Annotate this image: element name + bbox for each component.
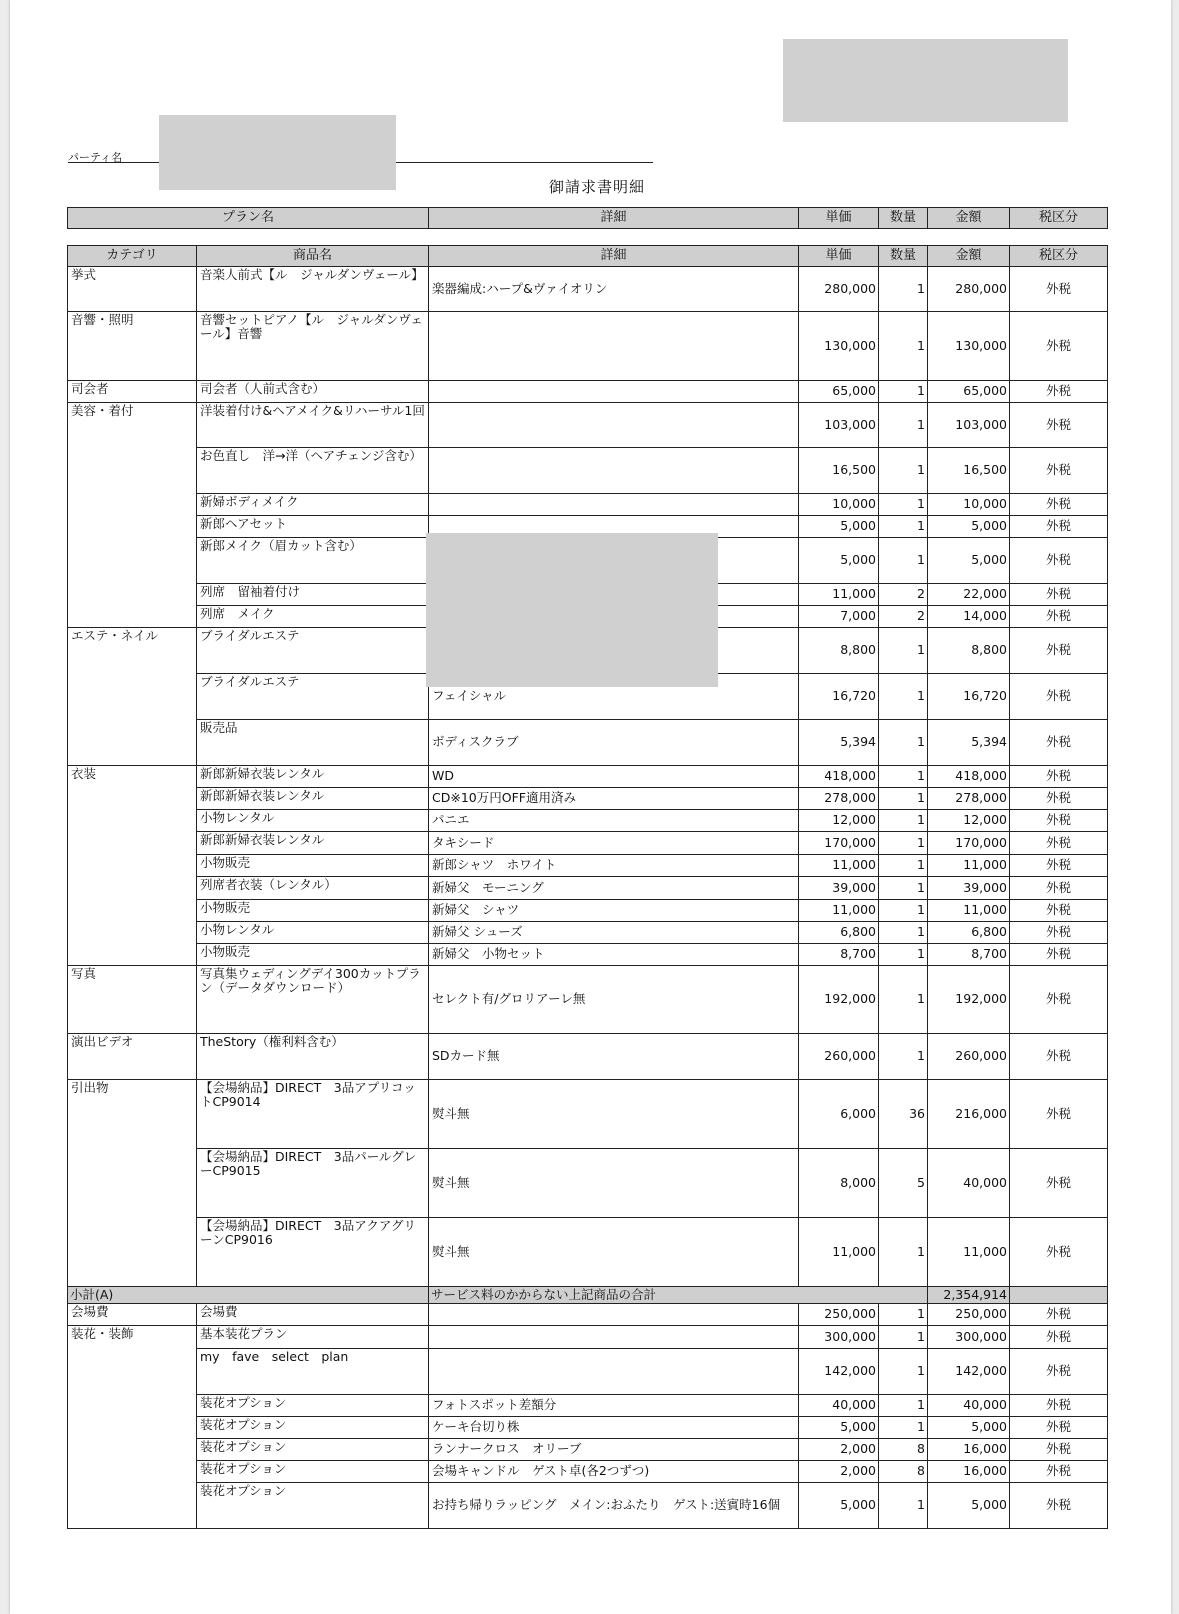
item-price: 5,000: [799, 1483, 879, 1529]
item-qty: 1: [879, 516, 928, 538]
item-tax: 外税: [1010, 584, 1108, 606]
item-amount: 11,000: [928, 900, 1010, 922]
item-amount: 260,000: [928, 1034, 1010, 1080]
item-category: 装花・装飾: [68, 1326, 197, 1349]
item-amount: 22,000: [928, 584, 1010, 606]
item-category: 挙式: [68, 267, 197, 312]
item-amount: 192,000: [928, 966, 1010, 1034]
item-price: 5,394: [799, 720, 879, 766]
item-detail: タキシード: [429, 832, 799, 855]
item-product: 装花オプション: [197, 1461, 429, 1483]
item-detail: [429, 1304, 799, 1326]
item-tax: 外税: [1010, 720, 1108, 766]
item-amount: 5,000: [928, 1417, 1010, 1439]
item-qty: 1: [879, 674, 928, 720]
item-product: 司会者（人前式含む）: [197, 381, 429, 403]
item-row: [68, 448, 1108, 494]
item-category: [68, 1218, 197, 1287]
item-tax: 外税: [1010, 766, 1108, 788]
item-qty: 8: [879, 1439, 928, 1461]
item-product: 販売品: [197, 720, 429, 766]
header-gap: [68, 229, 1108, 246]
item-price: 8,000: [799, 1149, 879, 1218]
item-tax: 外税: [1010, 1304, 1108, 1326]
item-product: 新婦ボディメイク: [197, 494, 429, 516]
item-product: 写真集ウェディングデイ300カットプラン（データダウンロード）: [197, 966, 429, 1034]
item-tax: 外税: [1010, 1149, 1108, 1218]
item-amount: 280,000: [928, 267, 1010, 312]
item-header-tax: 税区分: [1010, 246, 1108, 267]
item-product: 装花オプション: [197, 1439, 429, 1461]
item-qty: 1: [879, 628, 928, 674]
item-tax: 外税: [1010, 516, 1108, 538]
item-row: [68, 1080, 1108, 1149]
item-amount: 5,000: [928, 1483, 1010, 1529]
item-price: 142,000: [799, 1349, 879, 1395]
item-product: 新郎ヘアセット: [197, 516, 429, 538]
item-row: [68, 810, 1108, 832]
item-qty: 1: [879, 855, 928, 877]
item-qty: 1: [879, 1395, 928, 1417]
item-qty: 1: [879, 1417, 928, 1439]
item-price: 130,000: [799, 312, 879, 381]
party-name-label: パーティ名: [68, 151, 123, 164]
item-price: 40,000: [799, 1395, 879, 1417]
item-product: 新郎新婦衣装レンタル: [197, 788, 429, 810]
item-tax: 外税: [1010, 606, 1108, 628]
item-detail: 熨斗無: [429, 1080, 799, 1149]
item-qty: 1: [879, 267, 928, 312]
item-tax: 外税: [1010, 1417, 1108, 1439]
item-amount: 8,700: [928, 944, 1010, 966]
item-category: [68, 516, 197, 538]
item-product: 小物販売: [197, 900, 429, 922]
item-row: [68, 922, 1108, 944]
item-detail: 新婦父 小物セット: [429, 944, 799, 966]
item-detail: [429, 312, 799, 381]
item-row: [68, 1417, 1108, 1439]
item-detail: [429, 1326, 799, 1349]
plan-header-tax: 税区分: [1010, 208, 1108, 229]
item-product: 小物レンタル: [197, 810, 429, 832]
item-row: [68, 1326, 1108, 1349]
item-header-amount: 金額: [928, 246, 1010, 267]
item-detail: フェイシャル: [429, 674, 799, 720]
item-tax: 外税: [1010, 810, 1108, 832]
item-price: 11,000: [799, 900, 879, 922]
item-price: 65,000: [799, 381, 879, 403]
item-price: 103,000: [799, 403, 879, 448]
item-tax: 外税: [1010, 1461, 1108, 1483]
item-amount: 12,000: [928, 810, 1010, 832]
item-category: [68, 1461, 197, 1483]
item-row: [68, 1395, 1108, 1417]
item-amount: 16,000: [928, 1461, 1010, 1483]
item-detail: ボディスクラブ: [429, 720, 799, 766]
item-tax: 外税: [1010, 1218, 1108, 1287]
item-tax: 外税: [1010, 267, 1108, 312]
item-tax: 外税: [1010, 674, 1108, 720]
item-detail: 新婦父 シューズ: [429, 922, 799, 944]
item-price: 10,000: [799, 494, 879, 516]
items-body-2: [68, 1304, 1108, 1529]
item-price: 11,000: [799, 1218, 879, 1287]
item-price: 418,000: [799, 766, 879, 788]
item-row: [68, 900, 1108, 922]
item-tax: 外税: [1010, 1034, 1108, 1080]
item-detail: 会場キャンドル ゲスト卓(各2つずつ): [429, 1461, 799, 1483]
item-row: [68, 267, 1108, 312]
item-qty: 1: [879, 877, 928, 900]
item-price: 8,800: [799, 628, 879, 674]
item-qty: 1: [879, 720, 928, 766]
item-qty: 1: [879, 1218, 928, 1287]
item-category: [68, 1439, 197, 1461]
plan-header-qty: 数量: [879, 208, 928, 229]
item-category: [68, 810, 197, 832]
item-qty: 1: [879, 832, 928, 855]
item-category: [68, 832, 197, 855]
item-tax: 外税: [1010, 381, 1108, 403]
item-qty: 1: [879, 403, 928, 448]
item-detail: お持ち帰りラッピング メイン:おふたり ゲスト:送賓時16個: [429, 1483, 799, 1529]
item-qty: 1: [879, 1304, 928, 1326]
item-detail: [429, 448, 799, 494]
item-category: 写真: [68, 966, 197, 1034]
item-product: 新郎メイク（眉カット含む）: [197, 538, 429, 584]
item-tax: 外税: [1010, 1483, 1108, 1529]
item-qty: 1: [879, 448, 928, 494]
item-header-price: 単価: [799, 246, 879, 267]
subtotal-tax: [1010, 1287, 1108, 1304]
item-category: 司会者: [68, 381, 197, 403]
item-row: [68, 1304, 1108, 1326]
item-category: [68, 1149, 197, 1218]
item-row: [68, 1218, 1108, 1287]
item-detail: ランナークロス オリーブ: [429, 1439, 799, 1461]
item-product: 装花オプション: [197, 1483, 429, 1529]
item-amount: 10,000: [928, 494, 1010, 516]
item-amount: 250,000: [928, 1304, 1010, 1326]
redacted-header-block: [783, 39, 1068, 122]
item-qty: 8: [879, 1461, 928, 1483]
item-product: 【会場納品】DIRECT 3品パールグレーCP9015: [197, 1149, 429, 1218]
item-product: 列席者衣装（レンタル）: [197, 877, 429, 900]
item-row: [68, 403, 1108, 448]
item-product: 音響セットピアノ【ル ジャルダンヴェール】音響: [197, 312, 429, 381]
item-row: [68, 832, 1108, 855]
item-product: 【会場納品】DIRECT 3品アクアグリーンCP9016: [197, 1218, 429, 1287]
item-category: 引出物: [68, 1080, 197, 1149]
item-price: 2,000: [799, 1439, 879, 1461]
item-qty: 1: [879, 966, 928, 1034]
item-product: 会場費: [197, 1304, 429, 1326]
item-qty: 1: [879, 788, 928, 810]
redacted-detail-block: [426, 533, 718, 687]
item-tax: 外税: [1010, 855, 1108, 877]
item-detail: 熨斗無: [429, 1218, 799, 1287]
item-row: [68, 1149, 1108, 1218]
plan-header-detail: 詳細: [429, 208, 799, 229]
item-tax: 外税: [1010, 1395, 1108, 1417]
item-category: [68, 877, 197, 900]
item-tax: 外税: [1010, 966, 1108, 1034]
item-detail: パニエ: [429, 810, 799, 832]
item-category: 衣装: [68, 766, 197, 788]
item-amount: 6,800: [928, 922, 1010, 944]
item-amount: 418,000: [928, 766, 1010, 788]
item-category: [68, 1483, 197, 1529]
item-row: [68, 312, 1108, 381]
item-category: [68, 448, 197, 494]
item-amount: 16,000: [928, 1439, 1010, 1461]
item-price: 5,000: [799, 538, 879, 584]
item-tax: 外税: [1010, 403, 1108, 448]
item-qty: 1: [879, 1034, 928, 1080]
item-price: 39,000: [799, 877, 879, 900]
item-price: 278,000: [799, 788, 879, 810]
item-detail: SDカード無: [429, 1034, 799, 1080]
item-amount: 16,500: [928, 448, 1010, 494]
item-row: [68, 855, 1108, 877]
item-amount: 5,000: [928, 538, 1010, 584]
subtotal-note: サービス料のかからない上記商品の合計: [429, 1287, 928, 1304]
item-category: [68, 1395, 197, 1417]
item-amount: 14,000: [928, 606, 1010, 628]
plan-header-row: [68, 208, 1108, 229]
item-price: 250,000: [799, 1304, 879, 1326]
item-amount: 278,000: [928, 788, 1010, 810]
item-product: 【会場納品】DIRECT 3品アプリコットCP9014: [197, 1080, 429, 1149]
item-detail: 楽器編成:ハープ&ヴァイオリン: [429, 267, 799, 312]
item-price: 300,000: [799, 1326, 879, 1349]
item-row: [68, 944, 1108, 966]
item-amount: 216,000: [928, 1080, 1010, 1149]
item-category: [68, 1417, 197, 1439]
item-category: [68, 584, 197, 606]
item-category: [68, 606, 197, 628]
item-product: お色直し 洋→洋（ヘアチェンジ含む）: [197, 448, 429, 494]
item-header-detail: 詳細: [429, 246, 799, 267]
item-tax: 外税: [1010, 1439, 1108, 1461]
item-detail: CD※10万円OFF適用済み: [429, 788, 799, 810]
item-amount: 11,000: [928, 1218, 1010, 1287]
item-amount: 11,000: [928, 855, 1010, 877]
item-row: [68, 494, 1108, 516]
item-category: 音響・照明: [68, 312, 197, 381]
item-qty: 1: [879, 900, 928, 922]
item-row: [68, 1439, 1108, 1461]
item-qty: 1: [879, 1326, 928, 1349]
item-product: 音楽人前式【ル ジャルダンヴェール】: [197, 267, 429, 312]
item-product: 洋装着付け&ヘアメイク&リハーサル1回: [197, 403, 429, 448]
item-amount: 39,000: [928, 877, 1010, 900]
plan-header-amount: 金額: [928, 208, 1010, 229]
item-tax: 外税: [1010, 1080, 1108, 1149]
item-price: 8,700: [799, 944, 879, 966]
item-product: 列席 留袖着付け: [197, 584, 429, 606]
item-price: 280,000: [799, 267, 879, 312]
item-qty: 1: [879, 381, 928, 403]
item-category: 美容・着付: [68, 403, 197, 448]
item-row: [68, 720, 1108, 766]
item-product: TheStory（権利料含む）: [197, 1034, 429, 1080]
item-qty: 1: [879, 922, 928, 944]
item-row: [68, 1034, 1108, 1080]
item-tax: 外税: [1010, 1349, 1108, 1395]
item-amount: 16,720: [928, 674, 1010, 720]
document-title: 御請求書明細: [548, 178, 645, 196]
item-amount: 8,800: [928, 628, 1010, 674]
item-header-qty: 数量: [879, 246, 928, 267]
item-detail: WD: [429, 766, 799, 788]
item-row: [68, 966, 1108, 1034]
item-tax: 外税: [1010, 628, 1108, 674]
item-category: [68, 944, 197, 966]
item-category: [68, 720, 197, 766]
item-product: ブライダルエステ: [197, 628, 429, 674]
item-product: 装花オプション: [197, 1417, 429, 1439]
item-qty: 1: [879, 766, 928, 788]
item-row: [68, 788, 1108, 810]
item-product: ブライダルエステ: [197, 674, 429, 720]
item-amount: 170,000: [928, 832, 1010, 855]
subtotal-row: [68, 1287, 1108, 1304]
item-tax: 外税: [1010, 494, 1108, 516]
item-tax: 外税: [1010, 448, 1108, 494]
item-price: 5,000: [799, 516, 879, 538]
item-qty: 2: [879, 606, 928, 628]
item-price: 260,000: [799, 1034, 879, 1080]
item-category: [68, 855, 197, 877]
plan-header-price: 単価: [799, 208, 879, 229]
item-qty: 1: [879, 810, 928, 832]
item-price: 16,720: [799, 674, 879, 720]
item-detail: [429, 381, 799, 403]
item-header-category: カテゴリ: [68, 246, 197, 267]
item-tax: 外税: [1010, 944, 1108, 966]
item-category: [68, 922, 197, 944]
item-qty: 1: [879, 538, 928, 584]
item-header-row: [68, 246, 1108, 267]
item-tax: 外税: [1010, 922, 1108, 944]
item-detail: 熨斗無: [429, 1149, 799, 1218]
item-qty: 2: [879, 584, 928, 606]
item-category: [68, 900, 197, 922]
item-detail: [429, 494, 799, 516]
item-tax: 外税: [1010, 1326, 1108, 1349]
item-detail: セレクト有/グロリアーレ無: [429, 966, 799, 1034]
item-price: 6,800: [799, 922, 879, 944]
item-price: 11,000: [799, 584, 879, 606]
invoice-table: [67, 207, 1108, 1529]
item-price: 170,000: [799, 832, 879, 855]
item-row: [68, 766, 1108, 788]
item-amount: 40,000: [928, 1395, 1010, 1417]
item-detail: 新婦父 シャツ: [429, 900, 799, 922]
item-price: 11,000: [799, 855, 879, 877]
item-qty: 1: [879, 494, 928, 516]
item-qty: 36: [879, 1080, 928, 1149]
item-category: エステ・ネイル: [68, 628, 197, 674]
item-tax: 外税: [1010, 877, 1108, 900]
plan-header-plan: プラン名: [68, 208, 429, 229]
item-detail: [429, 1349, 799, 1395]
subtotal-body: [68, 1287, 1108, 1304]
item-detail: [429, 403, 799, 448]
item-qty: 1: [879, 312, 928, 381]
item-row: [68, 381, 1108, 403]
item-amount: 5,000: [928, 516, 1010, 538]
item-amount: 65,000: [928, 381, 1010, 403]
item-row: [68, 1483, 1108, 1529]
item-detail: ケーキ台切り株: [429, 1417, 799, 1439]
item-header-product: 商品名: [197, 246, 429, 267]
item-price: 7,000: [799, 606, 879, 628]
invoice-table-wrap: [67, 207, 1108, 1529]
item-price: 12,000: [799, 810, 879, 832]
item-tax: 外税: [1010, 312, 1108, 381]
item-tax: 外税: [1010, 788, 1108, 810]
item-amount: 5,394: [928, 720, 1010, 766]
item-product: 新郎新婦衣装レンタル: [197, 832, 429, 855]
item-amount: 142,000: [928, 1349, 1010, 1395]
item-qty: 1: [879, 944, 928, 966]
item-product: 小物販売: [197, 855, 429, 877]
item-detail: フォトスポット差額分: [429, 1395, 799, 1417]
item-product: 列席 メイク: [197, 606, 429, 628]
item-tax: 外税: [1010, 900, 1108, 922]
item-amount: 103,000: [928, 403, 1010, 448]
item-row: [68, 877, 1108, 900]
item-qty: 1: [879, 1349, 928, 1395]
item-product: 小物レンタル: [197, 922, 429, 944]
items-body: [68, 267, 1108, 1287]
item-product: my fave select plan: [197, 1349, 429, 1395]
item-price: 5,000: [799, 1417, 879, 1439]
item-price: 192,000: [799, 966, 879, 1034]
item-amount: 130,000: [928, 312, 1010, 381]
item-category: [68, 1349, 197, 1395]
item-row: [68, 1349, 1108, 1395]
item-category: [68, 494, 197, 516]
item-price: 6,000: [799, 1080, 879, 1149]
item-category: [68, 674, 197, 720]
item-detail: 新郎シャツ ホワイト: [429, 855, 799, 877]
item-price: 2,000: [799, 1461, 879, 1483]
item-category: 演出ビデオ: [68, 1034, 197, 1080]
item-category: [68, 788, 197, 810]
subtotal-amount: 2,354,914: [928, 1287, 1010, 1304]
item-product: 小物販売: [197, 944, 429, 966]
item-row: [68, 1461, 1108, 1483]
item-tax: 外税: [1010, 832, 1108, 855]
item-product: 新郎新婦衣装レンタル: [197, 766, 429, 788]
item-price: 16,500: [799, 448, 879, 494]
item-tax: 外税: [1010, 538, 1108, 584]
item-category: [68, 538, 197, 584]
subtotal-label: 小計(A): [68, 1287, 429, 1304]
item-product: 基本装花プラン: [197, 1326, 429, 1349]
item-amount: 40,000: [928, 1149, 1010, 1218]
item-detail: 新婦父 モーニング: [429, 877, 799, 900]
item-product: 装花オプション: [197, 1395, 429, 1417]
item-qty: 5: [879, 1149, 928, 1218]
item-category: 会場費: [68, 1304, 197, 1326]
item-amount: 300,000: [928, 1326, 1010, 1349]
item-qty: 1: [879, 1483, 928, 1529]
